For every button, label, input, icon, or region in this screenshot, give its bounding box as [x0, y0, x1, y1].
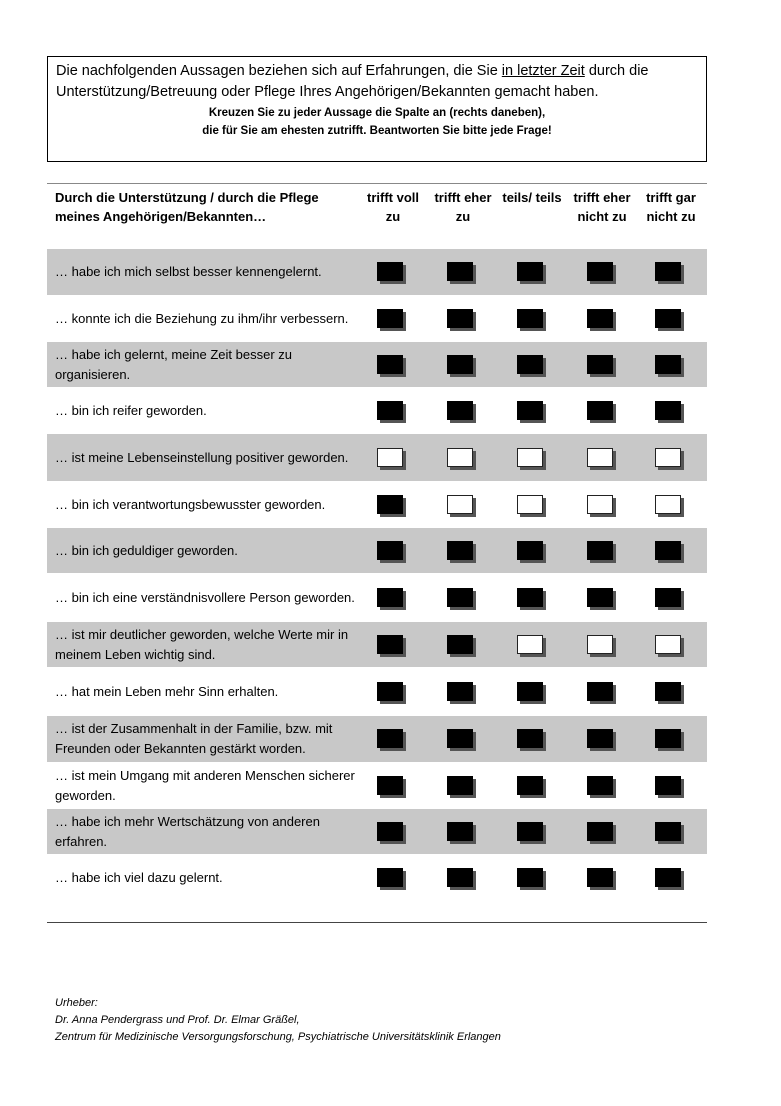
answer-checkbox[interactable]	[447, 588, 473, 607]
col-header-gar-nicht: trifft gar nicht zu	[646, 190, 696, 224]
answer-checkbox[interactable]	[587, 401, 613, 420]
table-row	[47, 855, 707, 900]
statement-text: … habe ich mehr Wertschätzung von anderen erfahren.	[55, 813, 320, 849]
statement-text: … konnte ich die Beziehung zu ihm/ihr verbessern.	[55, 310, 349, 326]
answer-checkbox[interactable]	[655, 635, 681, 654]
table-row	[47, 809, 707, 854]
table-bottom-rule	[47, 922, 707, 923]
intro-emphasis: in letzter Zeit	[501, 63, 585, 79]
answer-checkbox[interactable]	[377, 776, 403, 795]
answer-checkbox[interactable]	[517, 588, 543, 607]
table-row	[47, 622, 707, 667]
answer-checkbox[interactable]	[447, 355, 473, 374]
answer-checkbox[interactable]	[377, 262, 403, 281]
answer-checkbox[interactable]	[587, 541, 613, 560]
answer-checkbox[interactable]	[587, 448, 613, 467]
answer-checkbox[interactable]	[377, 541, 403, 560]
statement-text: … ist meine Lebenseinstellung positiver geworden.	[55, 449, 349, 465]
col-header-eher-nicht: trifft eher nicht zu	[573, 190, 631, 224]
statement-text: … bin ich eine verständnisvollere Person geworden.	[55, 589, 355, 605]
answer-checkbox[interactable]	[447, 495, 473, 514]
table-row	[47, 574, 707, 621]
instruction-line: die für Sie am ehesten zutrifft. Beantworten Sie bitte jede Frage!	[202, 125, 552, 137]
answer-checkbox[interactable]	[655, 401, 681, 420]
statement-text: … ist der Zusammenhalt in der Familie, bzw. mit Freunden oder Bekannten gestärkt worden.	[55, 721, 333, 756]
answer-checkbox[interactable]	[655, 355, 681, 374]
answer-checkbox[interactable]	[655, 541, 681, 560]
answer-checkbox[interactable]	[587, 729, 613, 748]
table-row	[47, 249, 707, 295]
answer-checkbox[interactable]	[587, 588, 613, 607]
answer-checkbox[interactable]	[517, 868, 543, 887]
answer-checkbox[interactable]	[447, 822, 473, 841]
answer-checkbox[interactable]	[587, 355, 613, 374]
answer-checkbox[interactable]	[655, 495, 681, 514]
answer-checkbox[interactable]	[587, 776, 613, 795]
statement-header: Durch die Unterstützung / durch die Pflege meines Angehörigen/Bekannten…	[55, 190, 319, 224]
statement-text: … bin ich reifer geworden.	[55, 402, 207, 418]
intro-text-part: Die nachfolgenden Aussagen beziehen sich auf Erfahrungen, die Sie	[56, 63, 502, 79]
footer-label: Urheber:	[55, 997, 98, 1009]
answer-checkbox[interactable]	[517, 309, 543, 328]
answer-checkbox[interactable]	[377, 635, 403, 654]
answer-checkbox[interactable]	[377, 448, 403, 467]
table-row	[47, 388, 707, 433]
instruction-line: Kreuzen Sie zu jeder Aussage die Spalte an (rechts daneben),	[208, 107, 546, 119]
answer-checkbox[interactable]	[377, 309, 403, 328]
statement-text: … habe ich gelernt, meine Zeit besser zu organisieren.	[55, 346, 293, 382]
table-row	[47, 342, 707, 387]
answer-checkbox[interactable]	[517, 495, 543, 514]
answer-checkbox[interactable]	[655, 776, 681, 795]
answer-checkbox[interactable]	[655, 588, 681, 607]
answer-checkbox[interactable]	[447, 448, 473, 467]
col-header-teils: teils/ teils	[502, 190, 562, 205]
answer-checkbox[interactable]	[655, 729, 681, 748]
table-row	[47, 296, 707, 341]
table-row	[47, 434, 707, 481]
answer-checkbox[interactable]	[517, 541, 543, 560]
answer-checkbox[interactable]	[517, 448, 543, 467]
statement-text: … bin ich geduldiger geworden.	[55, 542, 238, 558]
answer-checkbox[interactable]	[447, 401, 473, 420]
answer-checkbox[interactable]	[377, 355, 403, 374]
answer-checkbox[interactable]	[587, 635, 613, 654]
answer-checkbox[interactable]	[587, 262, 613, 281]
answer-checkbox[interactable]	[377, 822, 403, 841]
answer-checkbox[interactable]	[377, 495, 403, 514]
answer-checkbox[interactable]	[655, 262, 681, 281]
answer-checkbox[interactable]	[447, 541, 473, 560]
answer-checkbox[interactable]	[377, 729, 403, 748]
statement-text: … habe ich mich selbst besser kennengelernt.	[55, 264, 322, 279]
answer-checkbox[interactable]	[587, 682, 613, 701]
intro-box	[47, 56, 707, 162]
answer-checkbox[interactable]	[655, 309, 681, 328]
answer-checkbox[interactable]	[655, 682, 681, 701]
instruction	[56, 104, 698, 140]
answer-checkbox[interactable]	[447, 776, 473, 795]
answer-checkbox[interactable]	[447, 868, 473, 887]
answer-checkbox[interactable]	[517, 635, 543, 654]
table-row	[47, 716, 707, 762]
answer-checkbox[interactable]	[517, 682, 543, 701]
answer-checkbox[interactable]	[587, 495, 613, 514]
statement-text: … bin ich verantwortungsbewusster geworden.	[55, 496, 326, 512]
answer-checkbox[interactable]	[655, 448, 681, 467]
footer	[55, 995, 501, 1046]
header-rule	[47, 183, 707, 184]
answer-checkbox[interactable]	[377, 868, 403, 887]
answer-checkbox[interactable]	[447, 309, 473, 328]
footer-authors: Dr. Anna Pendergrass und Prof. Dr. Elmar Gräßel,	[55, 1014, 300, 1026]
answer-checkbox[interactable]	[377, 682, 403, 701]
answer-checkbox[interactable]	[447, 262, 473, 281]
answer-checkbox[interactable]	[655, 822, 681, 841]
table-row	[47, 482, 707, 527]
answer-checkbox[interactable]	[517, 729, 543, 748]
statement-text: … habe ich viel dazu gelernt.	[55, 869, 223, 885]
answer-checkbox[interactable]	[587, 868, 613, 887]
answer-checkbox[interactable]	[517, 262, 543, 281]
footer-institution: Zentrum für Medizinische Versorgungsforschung, Psychiatrische Universitätsklinik Erlangen	[55, 1031, 501, 1043]
statement-text: … ist mein Umgang mit anderen Menschen sicherer geworden.	[55, 767, 355, 803]
answer-checkbox[interactable]	[517, 776, 543, 795]
answer-checkbox[interactable]	[517, 822, 543, 841]
statement-text: … hat mein Leben mehr Sinn erhalten.	[55, 683, 279, 699]
answer-checkbox[interactable]	[587, 309, 613, 328]
col-header-eher: trifft eher zu	[434, 190, 492, 224]
table-row	[47, 528, 707, 573]
answer-checkbox[interactable]	[517, 401, 543, 420]
col-header-voll: trifft voll zu	[367, 190, 419, 224]
table-row	[47, 763, 707, 808]
answer-checkbox[interactable]	[587, 822, 613, 841]
table-header	[47, 185, 707, 247]
statement-text: … ist mir deutlicher geworden, welche Werte mir in meinem Leben wichtig sind.	[55, 626, 349, 662]
answer-checkbox[interactable]	[447, 635, 473, 654]
answer-checkbox[interactable]	[447, 682, 473, 701]
answer-checkbox[interactable]	[655, 868, 681, 887]
answer-checkbox[interactable]	[377, 588, 403, 607]
intro-text-part: durch die Unterstützung/Betreuung oder Pflege Ihres Angehörigen/Bekannten gemacht haben.	[56, 63, 649, 100]
answer-checkbox[interactable]	[377, 401, 403, 420]
intro-text	[56, 61, 698, 102]
table-row	[47, 668, 707, 715]
answer-checkbox[interactable]	[447, 729, 473, 748]
answer-checkbox[interactable]	[517, 355, 543, 374]
